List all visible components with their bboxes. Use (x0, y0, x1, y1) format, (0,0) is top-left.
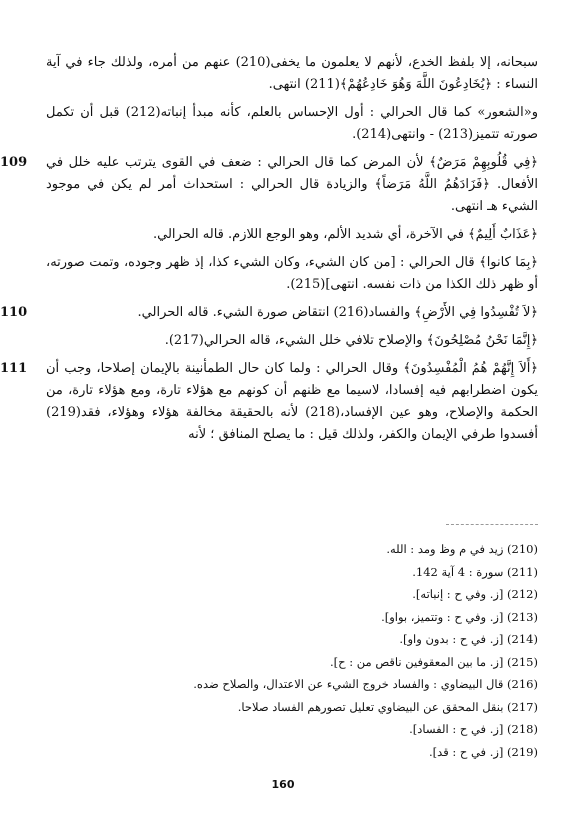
footnote: (215) [ز. ما بين المعقوفين ناقص من : ح]. (330, 654, 538, 669)
page-number: 160 (271, 778, 295, 791)
verse-number: 109 (0, 155, 28, 170)
paragraph-text: ﴿عَذَابٌ أَلِيمٌ﴾ في الآخرة، أي شديد الألم، وهو الوجع اللازم. قاله الحرالي. (152, 227, 538, 242)
verse-number: 111 (0, 361, 28, 376)
footnote: (216) قال البيضاوي : والفساد خروج الشيء عن الاعتدال، والصلاح ضده. (193, 677, 538, 691)
paragraph-text: ﴿إِنَّمَا نَحْنُ مُصْلِحُونَ﴾ والإصلاح تلافي خلل الشيء، قاله الحرالي(217). (164, 333, 538, 348)
paragraph (0, 302, 538, 324)
footnote: (210) زيد في م وظ ومد : الله. (386, 542, 538, 556)
verse-number: 110 (0, 305, 28, 320)
paragraph-text: ﴿أَلاَ إِنَّهُمْ هُمُ الْمُفْسِدُونَ﴾ وقال الحرالي : ولما كان حال الطمأنينة بالإيمان إصلاحا، وجب أن يكون اضطرابهم فيه إفسادا، لاسيما مع ظنهم أن كونهم مع هؤلاء تارة، ومع هؤلاء تارة، من الحكمة والإصلاح، وهو عين الإفساد،(218) لأنه بالحقيقة مخالفة هؤلاء وهؤلاء، فقد(219) أفسدوا طرفي الإيمان والكفر، ولذلك قيل : ما يصلح المنافق ؛ لأنه (46, 361, 538, 442)
paragraph-text: ﴿لاَ تُفْسِدُوا فِي الأَرْضِ﴾ والفساد(216) انتقاض صورة الشيء. قاله الحرالي. (137, 305, 538, 320)
paragraph (46, 224, 538, 246)
footnote: (211) سورة : 4 آية 142. (412, 564, 538, 579)
paragraph (0, 358, 538, 446)
footnote: (212) [ز. وفي ح : إنباته]. (412, 587, 538, 601)
footnote: (218) [ز. في ح : الفساد]. (409, 722, 538, 736)
paragraph (46, 252, 538, 296)
footnote: (214) [ز. في ح : بدون واو]. (399, 632, 538, 646)
paragraph (0, 152, 538, 218)
paragraph-text: ﴿فِي قُلُوبِهِمْ مَرَضٌ﴾ لأن المرض كما قال الحرالي : ضعف في القوى يترتب عليه خلل في الأفعال. ﴿فَزَادَهُمُ اللَّهُ مَرَضاً﴾ والزيادة قال الحرالي : استحداث أمر لم يكن في موجود الشيء هـ انتهى. (46, 155, 538, 214)
footnote-separator (446, 524, 538, 525)
paragraph (46, 330, 538, 352)
footnotes (80, 538, 538, 763)
paragraph-text: ﴿بِمَا كانوا﴾ قال الحرالي : [من كان الشيء، وكان الشيء كذا، إذ ظهر وجوده، وتمت صورته، أو ظهر ذلك الكذا من ذات نفسه. انتهى](215). (46, 255, 538, 292)
paragraph (46, 102, 538, 146)
main-text (0, 52, 538, 452)
paragraph (46, 52, 538, 96)
paragraph-text: و«الشعور» كما قال الحرالي : أول الإحساس بالعلم، كأنه مبدأ إنباته(212) قبل أن تكمل صورته تتميز(213) - وانتهى(214). (46, 105, 538, 142)
footnote: (219) [ز. في ح : قد]. (429, 744, 538, 759)
paragraph-text: سبحانه، إلا بلفظ الخدع، لأنهم لا يعلمون ما يخفى(210) عنهم من أمره، ولذلك جاء في آية النساء : ﴿يُخَادِعُونَ اللَّهَ وَهُوَ خَادِعُهُمْ﴾(211) انتهى. (46, 55, 538, 92)
footnote: (213) [ز. وفي ح : وتتميز، بواو]. (381, 609, 538, 624)
footnote: (217) بنقل المحقق عن البيضاوي تعليل تصورهم الفساد صلاحا. (237, 699, 538, 714)
